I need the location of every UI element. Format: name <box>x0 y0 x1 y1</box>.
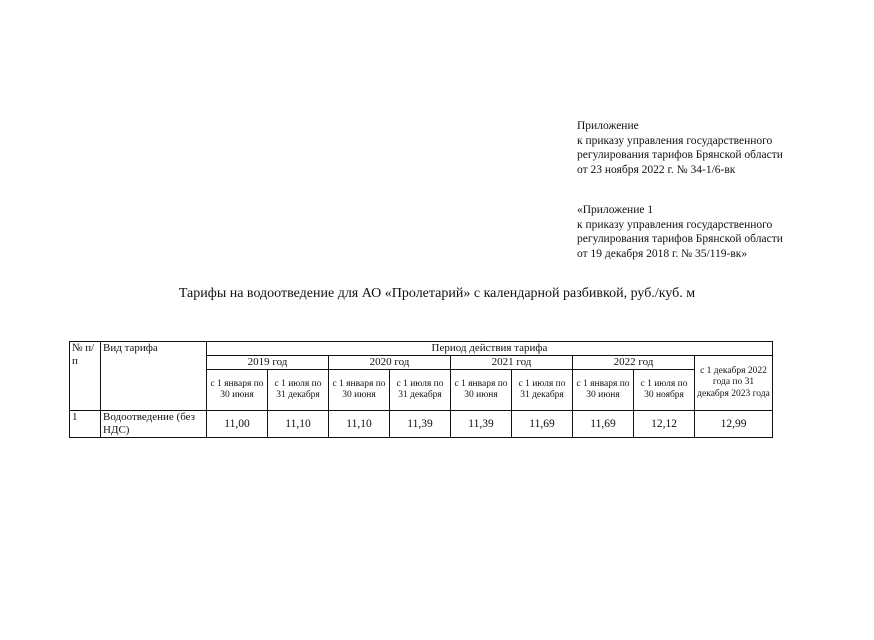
period-header-last: с 1 декабря 2022 года по 31 декабря 2023 года <box>695 356 773 411</box>
row-number: 1 <box>70 411 101 438</box>
period-header: с 1 января по 30 июня <box>207 370 268 411</box>
tariff-value: 12,12 <box>634 411 695 438</box>
tariff-value: 12,99 <box>695 411 773 438</box>
tariff-value: 11,39 <box>390 411 451 438</box>
addendum-line: регулирования тарифов Брянской области <box>577 233 783 245</box>
addendum-line: регулирования тарифов Брянской области <box>577 149 783 161</box>
year-header: 2020 год <box>329 356 451 370</box>
column-header-num: № п/п <box>70 342 101 411</box>
tariff-value: 11,69 <box>573 411 634 438</box>
document-title: Тарифы на водоотведение для АО «Пролетарий» с календарной разбивкой, руб./куб. м <box>178 286 696 301</box>
column-header-kind: Вид тарифа <box>101 342 207 411</box>
year-header: 2021 год <box>451 356 573 370</box>
period-header: с 1 января по 30 июня <box>451 370 512 411</box>
addendum-line: от 23 ноября 2022 г. № 34-1/6-вк <box>577 163 736 176</box>
period-header: с 1 июля по 31 декабря <box>512 370 573 411</box>
period-header: с 1 января по 30 июня <box>329 370 390 411</box>
addendum-line: от 19 декабря 2018 г. № 35/119-вк» <box>577 247 748 260</box>
tariff-table <box>69 341 773 438</box>
addendum-line: к приказу управления государственного <box>577 218 773 231</box>
tariff-value: 11,69 <box>512 411 573 438</box>
addendum-line: Приложение <box>577 120 639 132</box>
tariff-value: 11,39 <box>451 411 512 438</box>
year-header: 2022 год <box>573 356 695 370</box>
period-header: с 1 июля по 31 декабря <box>268 370 329 411</box>
tariff-value: 11,10 <box>329 411 390 438</box>
addendum-line: «Приложение 1 <box>577 204 654 216</box>
addendum-line: к приказу управления государственного <box>577 134 773 147</box>
row-tariff-kind: Водоотведение (без НДС) <box>101 411 207 438</box>
year-header: 2019 год <box>207 356 329 370</box>
table-row <box>70 411 773 438</box>
header-row-top <box>70 342 773 356</box>
tariff-value: 11,10 <box>268 411 329 438</box>
tariff-value: 11,00 <box>207 411 268 438</box>
column-header-period: Период действия тарифа <box>207 342 773 356</box>
period-header: с 1 января по 30 июня <box>573 370 634 411</box>
addendum-header-current <box>577 119 867 177</box>
addendum-header-original <box>577 203 867 261</box>
period-header: с 1 июля по 30 ноября <box>634 370 695 411</box>
period-header: с 1 июля по 31 декабря <box>390 370 451 411</box>
